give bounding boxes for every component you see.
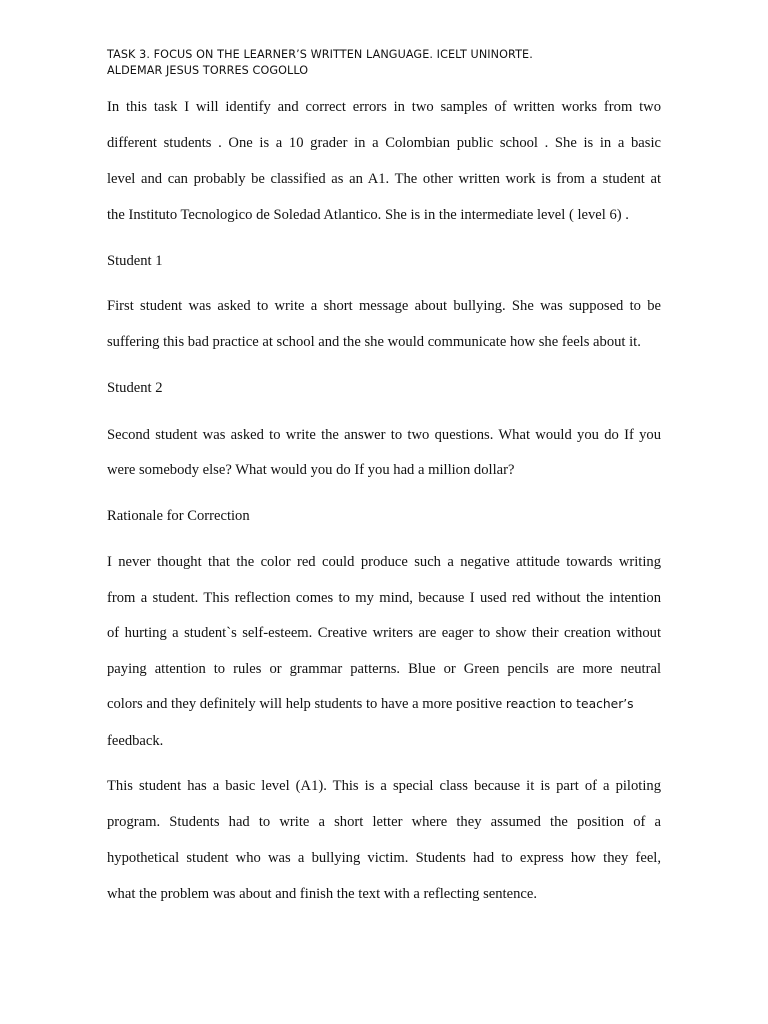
student-1-heading: Student 1 [107,253,163,269]
intro-line-1: In this task I will identify and correct errors in two samples of written works from two [107,99,661,115]
intro-line-2: different students . One is a 10 grader in a Colombian public school . She is in a basic [107,135,661,151]
rationale-line-6: feedback. [107,733,164,749]
header-task-title: TASK 3. FOCUS ON THE LEARNER’S WRITTEN LANGUAGE. ICELT UNINORTE. [107,48,533,61]
basic-line-4: what the problem was about and finish the text with a reflecting sentence. [107,886,537,902]
student-2-line-2: were somebody else? What would you do If you had a million dollar? [107,462,515,478]
student-2-line-1: Second student was asked to write the answer to two questions. What would you do If you [107,427,661,443]
student-2-heading: Student 2 [107,380,163,396]
rationale-heading: Rationale for Correction [107,508,250,524]
basic-line-3: hypothetical student who was a bullying victim. Students had to express how they feel, [107,850,661,866]
rationale-line-2: from a student. This reflection comes to my mind, because I used red without the intention [107,590,661,606]
student-1-line-2: suffering this bad practice at school and the she would communicate how she feels about it. [107,334,641,350]
header-author-name: ALDEMAR JESUS TORRES COGOLLO [107,64,309,77]
rationale-line-5 [107,694,661,714]
document-header [107,47,667,79]
rationale-line-3: of hurting a student`s self-esteem. Creative writers are eager to show their creation without [107,625,661,641]
student-1-line-1: First student was asked to write a short message about bullying. She was supposed to be [107,298,661,314]
rationale-line-1: I never thought that the color red could produce such a negative attitude towards writing [107,554,661,570]
basic-line-1: This student has a basic level (A1). This is a special class because it is part of a piloting [107,778,661,794]
intro-line-4: the Instituto Tecnologico de Soledad Atlantico. She is in the intermediate level ( level 6) . [107,207,629,223]
rationale-line-4: paying attention to rules or grammar patterns. Blue or Green pencils are more neutral [107,661,661,677]
intro-line-3: level and can probably be classified as an A1. The other written work is from a student at [107,171,661,187]
basic-line-2: program. Students had to write a short letter where they assumed the position of a [107,814,661,830]
rationale-line-5-sans: reaction to teacher’s [505,697,634,711]
rationale-line-5-serif: colors and they definitely will help students to have a more positive [107,696,506,712]
